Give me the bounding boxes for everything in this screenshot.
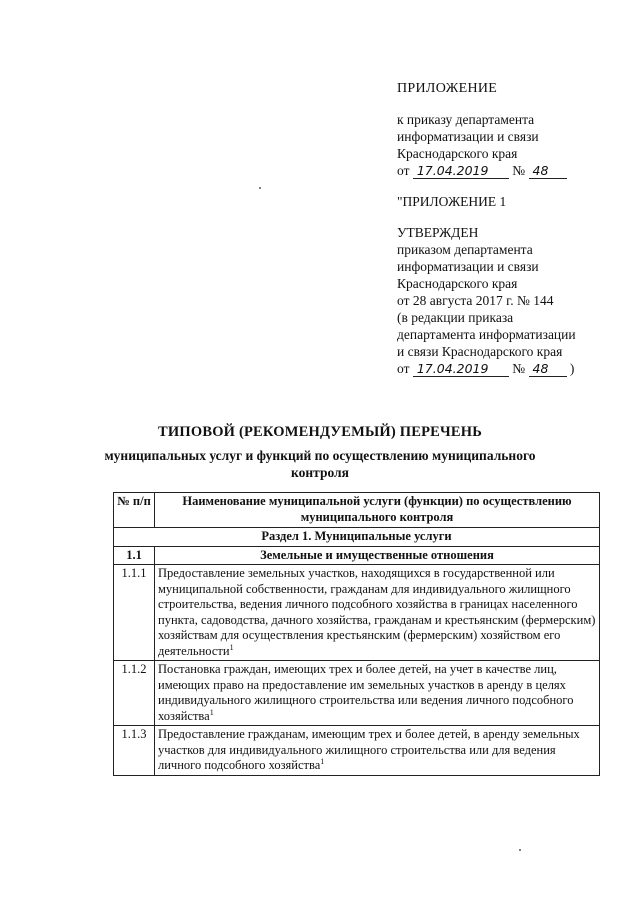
row-number: 1.1.3 bbox=[114, 726, 155, 776]
approved-line: от 28 августа 2017 г. № 144 bbox=[397, 293, 554, 308]
approved-line: (в редакции приказа bbox=[397, 310, 514, 325]
appendix-line: Краснодарского края bbox=[397, 146, 518, 161]
date-prefix: от bbox=[397, 361, 410, 376]
handwritten-number: 48 bbox=[529, 164, 567, 179]
table-row bbox=[114, 726, 600, 776]
section-row bbox=[114, 528, 600, 547]
handwritten-date: 17.04.2019 bbox=[413, 164, 509, 179]
approved-line: Краснодарского края bbox=[397, 276, 518, 291]
header-name: Наименование муниципальной услуги (функции) по осуществлению муниципального контроля bbox=[155, 493, 600, 528]
scan-speck bbox=[519, 849, 521, 851]
row-number: 1.1.1 bbox=[114, 565, 155, 661]
approved-line: приказом департамента bbox=[397, 242, 533, 257]
title-block bbox=[100, 424, 540, 481]
appendix-block bbox=[397, 80, 627, 377]
footnote-mark: 1 bbox=[229, 642, 234, 652]
header-number: № п/п bbox=[114, 493, 155, 528]
row-text: Предоставление гражданам, имеющим трех и более детей, в аренду земельных участков для индивидуального жилищного строительства или для ведения личного подсобного хозяйства bbox=[158, 727, 580, 772]
approved-heading: УТВЕРЖДЕН bbox=[397, 225, 479, 240]
row-text: Предоставление земельных участков, находящихся в государственной или муниципальной собственности, гражданам для индивидуального жилищного строительства, ведения личного подсобного хозяйства в границах населенного пункта, садоводства, дачного хозяйства, гражданам и крестьянским (фермерским) хозяйствам для осуществления крестьянским (фермерским) хозяйством его деятельности bbox=[158, 566, 596, 658]
closing-paren: ) bbox=[569, 361, 575, 376]
section-title: Раздел 1. Муниципальные услуги bbox=[114, 528, 600, 547]
group-name: Земельные и имущественные отношения bbox=[155, 546, 600, 565]
approved-appendix-label: "ПРИЛОЖЕНИЕ 1 bbox=[397, 194, 507, 209]
number-prefix: № bbox=[512, 361, 526, 376]
row-number: 1.1.2 bbox=[114, 661, 155, 726]
appendix-line: к приказу департамента bbox=[397, 112, 535, 127]
appendix-date-line bbox=[397, 162, 627, 179]
footnote-mark: 1 bbox=[209, 707, 214, 717]
scan-speck bbox=[259, 187, 261, 189]
handwritten-date: 17.04.2019 bbox=[413, 362, 509, 377]
approved-line: департамента информатизации bbox=[397, 327, 576, 342]
appendix-heading: ПРИЛОЖЕНИЕ bbox=[397, 81, 498, 96]
number-prefix: № bbox=[512, 163, 526, 178]
approved-line: и связи Краснодарского края bbox=[397, 344, 563, 359]
row-text-cell bbox=[155, 661, 600, 726]
approved-line: информатизации и связи bbox=[397, 259, 539, 274]
appendix-line: информатизации и связи bbox=[397, 129, 539, 144]
services-table bbox=[113, 492, 600, 776]
handwritten-number: 48 bbox=[529, 362, 567, 377]
table-header-row bbox=[114, 493, 600, 528]
footnote-mark: 1 bbox=[320, 756, 325, 766]
row-text-cell bbox=[155, 726, 600, 776]
table-row bbox=[114, 565, 600, 661]
group-number: 1.1 bbox=[114, 546, 155, 565]
document-subtitle: муниципальных услуг и функций по осуществлению муниципального контроля bbox=[104, 448, 536, 480]
row-text-cell bbox=[155, 565, 600, 661]
row-text: Постановка граждан, имеющих трех и более детей, на учет в качестве лиц, имеющих право на предоставление им земельных участков в аренду в целях индивидуального жилищного строительства или ведения личного подсобного хозяйства bbox=[158, 662, 574, 723]
document-title: ТИПОВОЙ (РЕКОМЕНДУЕМЫЙ) ПЕРЕЧЕНЬ bbox=[158, 424, 482, 440]
date-prefix: от bbox=[397, 163, 410, 178]
table-row bbox=[114, 661, 600, 726]
group-row bbox=[114, 546, 600, 565]
approved-date-line bbox=[397, 360, 627, 377]
